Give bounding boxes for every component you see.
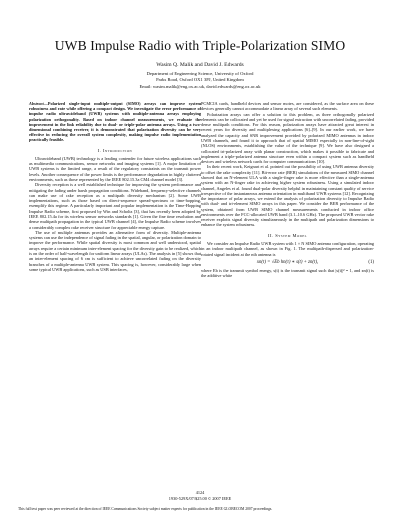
section-heading-system-model: II. System Model	[267, 232, 308, 238]
intro-paragraph: Ultrawideband (UWB) technology is a leading contender for future wireless applications such as multimedia communications, sensor networks and imaging systems [1]. A major limitation of UWB systems is the limited range, a result of the regulatory constraints on the transmit power levels. Another consequence of the power limits is the performance degradation in highly cluttered environments, such as those represented by the IEEE 802.15.3a CM4 channel model [3].	[29, 155, 201, 183]
paper-title: UWB Impulse Radio with Triple-Polarization SIMO	[54, 38, 346, 53]
intro-paragraph: In their recent work, Keignart et al. pointed out the possibility of using UWB antenna diversity to offset the rake complexity [11]. Bit-error rate (BER) simulations of the measured SIMO channel showed that an N-element ULA with a single-finger rake is more effective than a single-antenna system with an N-finger rake in achieving higher system robustness. Using a simulated indoor channel, Angeles et al. found dual-polar diversity helpful in maintaining constant quality of service irrespective of the instantaneous antenna orientation in multiband UWB systems [12]. Recognizing the importance of polar arrays, we extend the analysis of polarization diversity to Impulse Radio with dual- and tri-element SIMO arrays in this paper. We consider the BER performance of the system, obtained from UWB SIMO channel measurements conducted in indoor office environments over the FCC-allocated UWB band (3.1–10.6 GHz). The proposed UWB vector rake receiver exploits signal diversity simultaneously in the multipath and polarization dimensions to enhance the system robustness.	[201, 164, 374, 228]
isbn-line: 1930-529X/07/$25.00 © 2007 IEEE	[168, 495, 232, 501]
equation-1	[201, 260, 374, 265]
affiliation-department: Department of Engineering Science, University of Oxford	[146, 71, 254, 76]
intro-paragraph: Polarization arrays can offer a solution to this problem, as three orthogonally polarized elements can be collocated and yet be used for signal extraction with uncorrelated fading, provided dense multipath conditions. For this reason, polarization arrays have attracted great interest in recent years for diversity and multiplexing applications [6]–[9]. In our earlier work, we have analyzed the capacity and SNR improvement provided by polarized MIMO antennas in indoor UWB channels, and found it to approach that of spatial MIMO especially in non-line-of-sight (NLOS) environments, establishing the value of the technique [9]. We have also designed a collocated tri-polarized array with planar construction, which makes it possible to fabricate and implement a triple-polarized antenna structure even within a compact system such as handheld devices and wireless network cards for computer communications [10].	[201, 111, 374, 165]
intro-paragraph: PCMCIA cards, handheld devices and sensor motes, are considered, as the surface area on these devices generally cannot accommodate a linear array of several such elements.	[201, 101, 374, 112]
peer-review-note: This full text paper was peer reviewed at the direction of IEEE Communications Society subject matter experts for publication in the IEEE GLOBECOM 2007 proceedings.	[18, 507, 273, 511]
model-paragraph: We consider an Impulse Radio UWB system with 1 × N SIMO antenna configuration, operating in an indoor multipath channel, as shown in Fig. 1. The multipath-dispersed and polarization-rotated signal incident at the nth antenna is	[201, 241, 375, 257]
intro-paragraph: The use of multiple antennas provides an alternative form of diversity. Multiple-antenna systems can use the independence of signal fading in the spatial, angular, or polarization domain to improve the performance. While spatial diversity is most common and well understood, spatial arrays require a certain minimum inter-element spacing for the diversity gain to be realized, which is on the order of half-wavelength for uniform linear arrays (ULAs). The analysis in [5] shows that an inter-element spacing of 6 cm is sufficient to achieve uncorrelated fading on the diversity branches of a multiple-antenna UWB system. This spacing is, however, considerably large when some typical UWB applications, such as USB interfaces,	[29, 229, 201, 272]
paper-authors: Wasim Q. Malik and David J. Edwards	[156, 62, 244, 68]
equation-text: xn(t) = √Eb hn(τ) ∗ s(t) + zn(t),	[256, 259, 319, 265]
abstract-lead: Abstract	[29, 101, 44, 106]
right-column	[201, 101, 374, 279]
affiliation-address: Parks Road, Oxford OX1 3PJ, United Kingdom	[156, 77, 244, 83]
model-paragraph: where Eb is the transmit symbol energy, s(t) is the transmit signal such that |s(t)|² = 1, and zn(t) is the additive white	[201, 268, 374, 279]
abstract-text: —Polarized single-input multiple-output (SIMO) arrays can improve system robustness and rate while offering a compact design. We investigate the error performance of impulse radio ultrawideband (UWB) systems with multiple-antenna arrays employing polarization orthogonality. Based on indoor channel measurements, we evaluate the improvement in the link reliability due to dual- or triple-polar antenna arrays. Using a two-dimensional combining receiver, it is demonstrated that polarization diversity can be very effective in reducing the overall system complexity, making impulse radio implementation practically feasible.	[29, 101, 201, 143]
left-column	[29, 101, 201, 272]
page-footer	[0, 490, 400, 501]
affiliation-block	[0, 71, 400, 90]
equation-number: (1)	[368, 259, 374, 265]
abstract	[29, 101, 201, 143]
section-heading-introduction: I. Introduction	[97, 147, 133, 153]
intro-paragraph: Diversity reception is a well established technique for improving the system performance and mitigating the fading under harsh propagation conditions. Wideband, frequency-selective channels can make use of rake reception as a multipath diversity mechanism [2]. Some UWB implementations, such as those based on direct-sequence spread-spectrum or time-hopping, exemplify this regime. A particularly important and popular implementation is the Time-Hopping Impulse Radio scheme, first proposed by Win and Scholtz [3], that has recently been adopted by IEEE 802.15.4a for its wireless sensor networks standards [1]. Given the fine time resolution and dense multipath propagation in the typical UWB channel [4], the Impulse Radio scheme involves a considerably complex rake receiver structure for appreciable energy capture.	[29, 182, 201, 230]
affiliation-email: Email: wasim.malik@eng.ox.ac.uk, david.edwards@eng.ox.ac.uk	[139, 83, 261, 89]
page-number: 4124	[195, 490, 205, 495]
